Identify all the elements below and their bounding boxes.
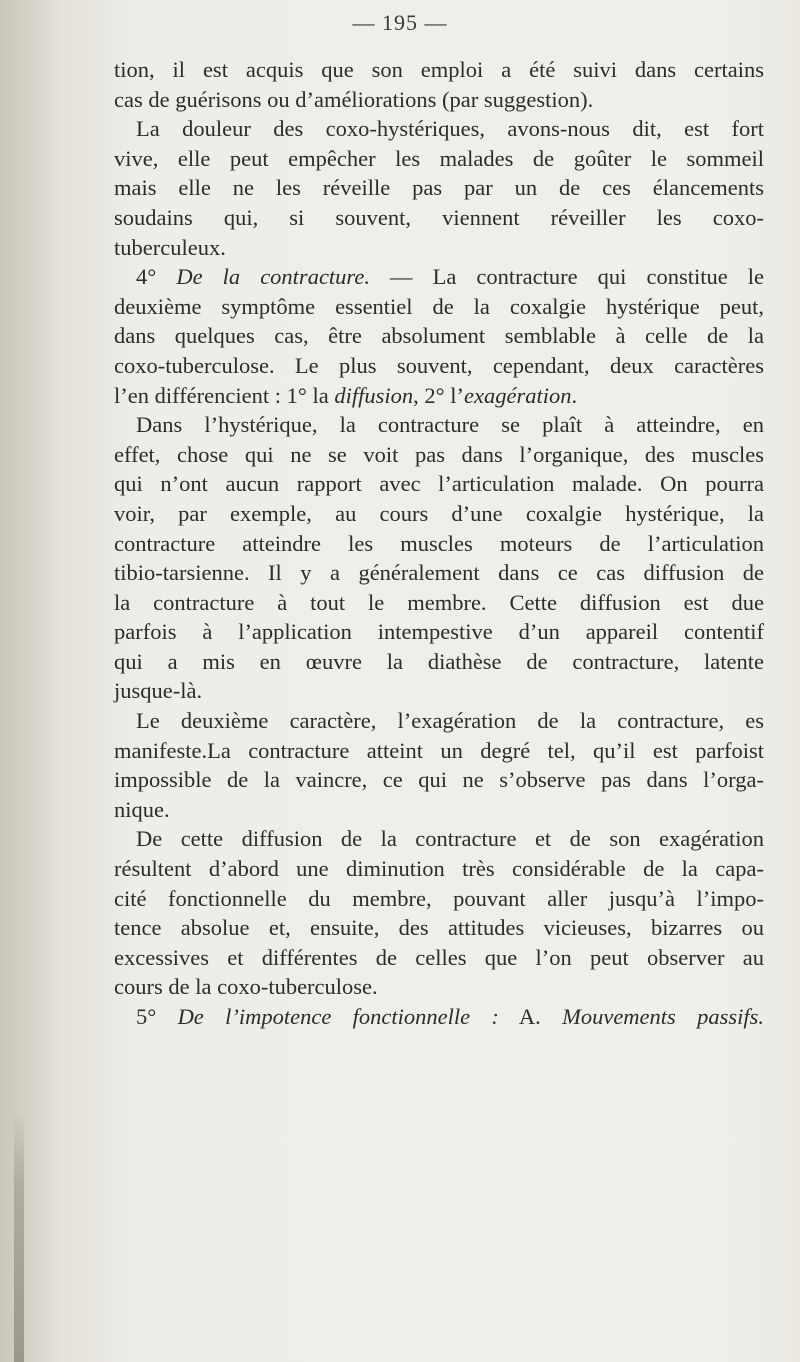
text-line — [114, 410, 764, 440]
text-segment: tion, il est acquis que son emploi a été suivi dans certains — [114, 57, 764, 82]
text-segment: effet, chose qui ne se voit pas dans l’organique, des muscles — [114, 441, 764, 467]
text-line — [114, 114, 764, 144]
italic-text: exagération — [464, 382, 572, 408]
body-text — [114, 55, 764, 1032]
text-line — [114, 676, 764, 706]
text-line — [114, 381, 764, 411]
text-line — [114, 706, 764, 736]
text-segment: tuberculeux. — [114, 234, 226, 260]
text-line — [114, 262, 764, 292]
text-line — [114, 499, 764, 529]
text-segment: cours de la coxo-tuberculose. — [114, 974, 378, 1000]
italic-text: De la contracture. — [176, 264, 370, 290]
italic-text: diffusion — [334, 382, 414, 408]
text-segment: mais elle ne les réveille pas par un de ces élancements — [114, 175, 764, 201]
text-line — [114, 765, 764, 795]
text-segment: impossible de la vaincre, ce qui ne s’observe pas dans l’orga- — [114, 767, 764, 793]
text-segment: . — [571, 382, 578, 408]
page-number: — 195 — — [352, 10, 448, 35]
text-segment: cas de guérisons ou d’améliorations (par suggestion). — [114, 86, 594, 112]
text-segment: Dans l’hystérique, la contracture se plaît à atteindre, en — [136, 412, 764, 438]
text-segment: qui a mis en œuvre la diathèse de contracture, latente — [114, 648, 764, 674]
text-segment: l’en différencient : 1° la — [114, 382, 335, 408]
text-line — [114, 233, 764, 263]
text-segment: résultent d’abord une diminution très considérable de la capa- — [114, 856, 764, 882]
text-segment: nique. — [114, 796, 170, 822]
text-segment: excessives et différentes de celles que l’on peut observer au — [114, 944, 764, 970]
text-line — [114, 824, 764, 854]
text-line — [114, 972, 764, 1002]
text-line — [114, 351, 764, 381]
text-segment: la contracture à tout le membre. Cette diffusion est due — [114, 589, 764, 615]
text-line — [114, 617, 764, 647]
text-segment: manifeste.La contracture atteint un degré tel, qu’il est parfoist — [114, 737, 764, 763]
text-segment: vive, elle peut empêcher les malades de goûter le sommeil — [114, 145, 764, 171]
text-line — [114, 144, 764, 174]
text-segment: qui n’ont aucun rapport avec l’articulation malade. On pourra — [114, 471, 764, 497]
text-segment: A. — [498, 1004, 563, 1029]
text-segment: coxo-tuberculose. Le plus souvent, cependant, deux caractères — [114, 352, 764, 378]
text-segment: 5° — [136, 1004, 178, 1029]
text-segment: soudains qui, si souvent, viennent réveiller les coxo- — [114, 204, 764, 230]
text-segment: De cette diffusion de la contracture et de son exagération — [136, 826, 764, 852]
text-segment: voir, par exemple, au cours d’une coxalgie hystérique, la — [114, 500, 764, 526]
text-line — [114, 795, 764, 825]
text-line — [114, 55, 764, 85]
text-line — [114, 854, 764, 884]
text-line — [114, 943, 764, 973]
text-segment: contracture atteindre les muscles moteurs de l’articulation — [114, 530, 764, 556]
text-line — [114, 292, 764, 322]
text-segment: jusque-là. — [114, 678, 203, 704]
text-line — [114, 736, 764, 766]
text-segment: tence absolue et, ensuite, des attitudes vicieuses, bizarres ou — [114, 915, 764, 941]
binding-shadow — [14, 1110, 24, 1362]
text-segment: La douleur des coxo-hystériques, avons-nous dit, est fort — [136, 116, 764, 142]
italic-text: Mouvements passifs. — [562, 1004, 764, 1029]
text-segment: dans quelques cas, être absolument semblable à celle de la — [114, 323, 764, 349]
text-line — [114, 321, 764, 351]
text-line — [114, 647, 764, 677]
text-line — [114, 1002, 764, 1032]
text-line — [114, 529, 764, 559]
text-segment: cité fonctionnelle du membre, pouvant aller jusqu’à l’impo- — [114, 885, 764, 911]
text-line — [114, 203, 764, 233]
text-line — [114, 469, 764, 499]
text-segment: — La contracture qui constitue le — [369, 264, 765, 290]
text-line — [114, 588, 764, 618]
text-segment: parfois à l’application intempestive d’un appareil contentif — [114, 619, 764, 645]
text-segment: 4° — [136, 264, 177, 290]
text-segment: deuxième symptôme essentiel de la coxalgie hystérique peut, — [114, 293, 764, 319]
text-segment: , 2° l’ — [413, 382, 465, 408]
italic-text: De l’impotence fonctionnelle : — [177, 1004, 499, 1029]
text-line — [114, 85, 764, 115]
text-segment: Le deuxième caractère, l’exagération de la contracture, es — [136, 708, 764, 734]
text-line — [114, 913, 764, 943]
text-line — [114, 173, 764, 203]
text-segment: tibio-tarsienne. Il y a généralement dans ce cas diffusion de — [114, 560, 764, 586]
text-line — [114, 558, 764, 588]
text-line — [114, 440, 764, 470]
text-line — [114, 884, 764, 914]
